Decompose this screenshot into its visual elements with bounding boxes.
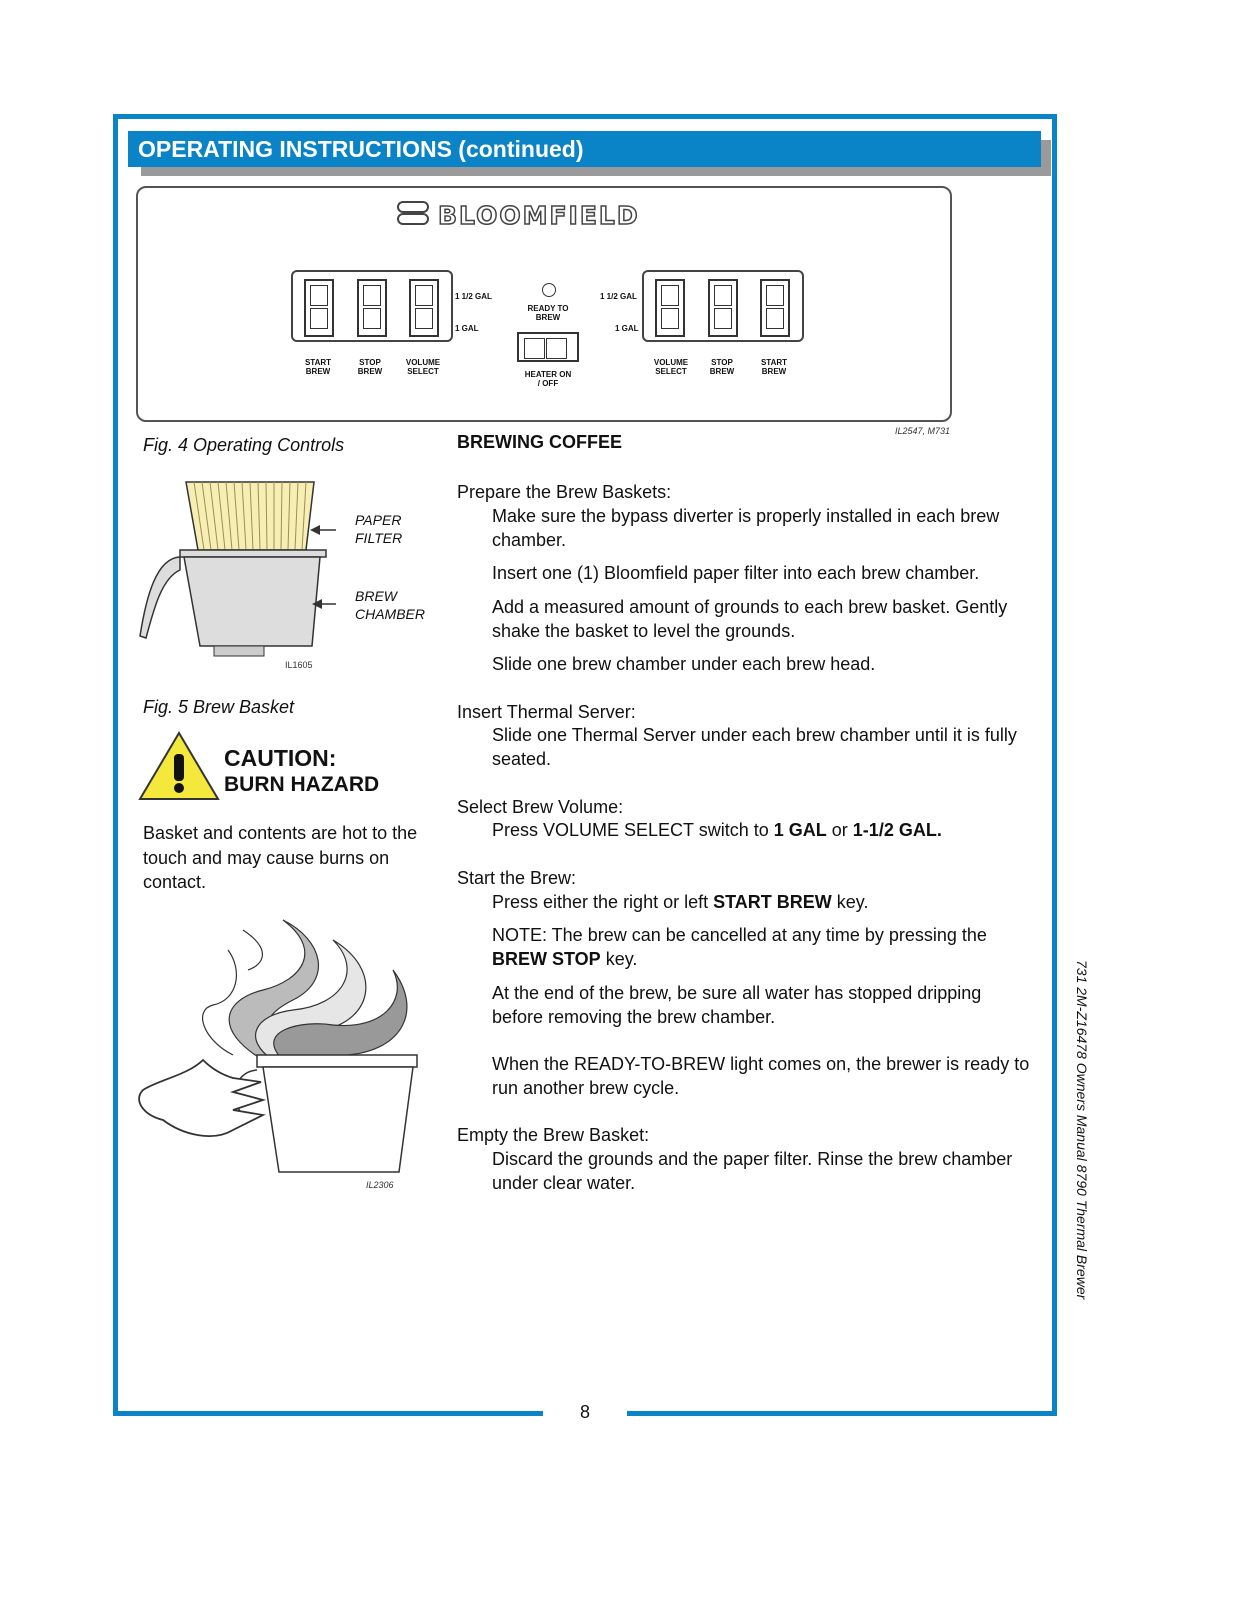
prepare-step-3: Add a measured amount of grounds to each brew basket. Gently shake the basket to level the grounds. — [492, 597, 1008, 641]
thermal-step-1: Slide one Thermal Server under each brew chamber until it is fully seated. — [492, 725, 1017, 769]
left-high-volume-label: 1 1/2 GAL — [455, 292, 492, 301]
volume-step-1 — [492, 818, 1037, 842]
basket-illustration-code: IL1605 — [285, 660, 313, 670]
section-header: OPERATING INSTRUCTIONS (continued) — [128, 131, 1041, 167]
start-text-post: key. — [831, 892, 869, 912]
heater-label: HEATER ON / OFF — [524, 370, 572, 388]
volume-heading: Select Brew Volume: — [457, 797, 624, 817]
brewing-coffee-heading: BREWING COFFEE — [457, 432, 622, 452]
volume-text-mid: or — [826, 820, 853, 840]
start-brew-key: START BREW — [713, 892, 832, 912]
right-start-brew-label: START BREW — [760, 358, 788, 376]
brew-stop-key: BREW STOP — [492, 949, 601, 969]
document-sidebar-text: 731 2M-Z16478 Owners Manual 8790 Thermal Brewer — [1074, 960, 1090, 1300]
right-high-volume-label: 1 1/2 GAL — [600, 292, 637, 301]
right-start-brew-switch — [760, 279, 790, 337]
start-text-pre: Press either the right or left — [492, 892, 714, 912]
caution-subtitle: BURN HAZARD — [224, 773, 380, 796]
prepare-step-4: Slide one brew chamber under each brew head. — [492, 654, 876, 674]
thermal-heading: Insert Thermal Server: — [457, 702, 636, 722]
hot-basket-illustration-code: IL2306 — [366, 1180, 394, 1190]
panel-illustration-code: IL2547, M731 — [895, 426, 951, 436]
right-low-volume-label: 1 GAL — [615, 324, 639, 333]
ready-light-icon — [542, 283, 556, 297]
right-volume-select-switch — [655, 279, 685, 337]
right-switch-group — [642, 270, 804, 342]
right-stop-brew-label: STOP BREW — [709, 358, 735, 376]
left-stop-brew-switch — [357, 279, 387, 337]
ready-to-brew-label: READY TO BREW — [527, 304, 569, 322]
note-text-pre: NOTE: The brew can be cancelled at any time by pressing the — [492, 925, 987, 945]
warning-icon — [137, 730, 221, 802]
left-start-brew-switch — [304, 279, 334, 337]
caution-title: CAUTION: — [224, 745, 337, 771]
right-stop-brew-switch — [708, 279, 738, 337]
left-low-volume-label: 1 GAL — [455, 324, 479, 333]
fig5-caption: Fig. 5 Brew Basket — [143, 697, 295, 717]
volume-option-2: 1-1/2 GAL. — [852, 820, 942, 840]
start-heading: Start the Brew: — [457, 868, 577, 888]
note-text — [492, 923, 1037, 971]
brew-basket-illustration — [136, 478, 336, 664]
brand-text: BLOOMFIELD — [438, 201, 640, 229]
bloomfield-logo — [396, 199, 706, 229]
fig4-caption: Fig. 4 Operating Controls — [143, 435, 345, 455]
left-switch-group — [291, 270, 453, 342]
right-volume-select-label: VOLUME SELECT — [653, 358, 689, 376]
left-start-brew-label: START BREW — [304, 358, 332, 376]
left-stop-brew-label: STOP BREW — [357, 358, 383, 376]
prepare-heading: Prepare the Brew Baskets: — [457, 482, 672, 502]
caution-text: Basket and contents are hot to the touch and may cause burns on contact. — [143, 823, 418, 892]
start-step-1 — [492, 890, 1037, 914]
volume-option-1: 1 GAL — [773, 820, 827, 840]
hot-basket-illustration — [133, 910, 423, 1176]
note-text-post: key. — [600, 949, 638, 969]
paper-filter-label: PAPER FILTER — [355, 512, 403, 546]
left-volume-select-switch — [409, 279, 439, 337]
prepare-step-1: Make sure the bypass diverter is properly installed in each brew chamber. — [492, 506, 1000, 550]
empty-step-1: Discard the grounds and the paper filter. Rinse the brew chamber under clear water. — [492, 1149, 1013, 1193]
brew-chamber-label: BREW CHAMBER — [355, 588, 426, 622]
left-volume-select-label: VOLUME SELECT — [405, 358, 441, 376]
heater-switch — [517, 332, 579, 362]
end-of-brew-text: At the end of the brew, be sure all water has stopped dripping before removing the brew chamber. — [492, 983, 982, 1027]
volume-text-pre: Press VOLUME SELECT switch to — [492, 820, 774, 840]
ready-to-brew-text: When the READY-TO-BREW light comes on, the brewer is ready to run another brew cycle. — [492, 1054, 1030, 1098]
page-number: 8 — [579, 1402, 590, 1422]
empty-heading: Empty the Brew Basket: — [457, 1125, 650, 1145]
prepare-step-2: Insert one (1) Bloomfield paper filter into each brew chamber. — [492, 563, 980, 583]
control-panel-illustration — [136, 186, 952, 422]
